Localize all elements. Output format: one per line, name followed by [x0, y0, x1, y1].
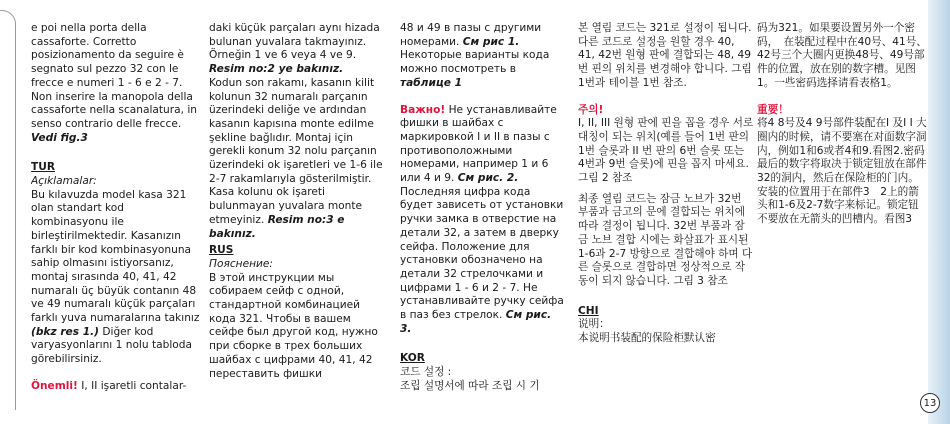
kor-subheading: 코드 설정 :	[400, 366, 452, 379]
rus-figure3-ref: См рис. 3.	[400, 309, 552, 335]
column-russian-korean	[400, 22, 566, 394]
kor-warning-label: 주의!	[578, 103, 604, 116]
column-korean-chinese	[578, 22, 754, 346]
kor-warning-text: I, II, III 원형 판에 핀을 꼽을 경우 서로 대칭이 되는 위치(예를 들어 1번 판의 1번 슬롯과 II 번 판의 6번 슬롯 또는 4번과 9번 슬롯)에 핀을 꼽지 마세요. 그림 2 참조	[578, 117, 754, 185]
column-turkish-russian	[209, 22, 383, 381]
kor-paragraph-cont: 본 열림 코드는 321로 설정이 됩니다. 다른 코드로 설정을 원할 경우 40, 41, 42번 원형 판에 결합되는 48, 49번 핀의 위치를 변경해야 합니다. 그림1번과 테이블 1번 참조.	[578, 22, 752, 89]
ita-paragraph: e poi nella porta della cassaforte. Corretto posizionamento da seguire è segnato sul pezzo 32 con le frecce e numeri 1 - 6 e 2 - 7. Non inserire la manopola della cassaforte nella scanalatura, in senso contrario delle frecce. Vedi fig.3	[31, 22, 198, 144]
tur-paragraph-2: Kodun son rakamı, kasanın kilit kolunun 32 numaralı parçanın üzerindeki deliğe ve ardından kasanın kapısına monte edilme şekline bağlıdır. Montaj için gerekli konum 32 nolu parçanın üzerindeki ok işaretleri ve 1-6 ile 2-7 rakamlarıyla gösterilmiştir. Kasa kolunu ok işareti bulunmayan yuvalara monte etmeyiniz. Resim no:3 e bakınız.	[209, 76, 383, 240]
tur-paragraph: Bu kılavuzda model kasa 321 olan standart kod kombinasyonu ile birleştirilmektedir. Kasanızın farklı bir kod kombinasyonuna sahip olmasını istiyorsanız, montaj sırasında 40, 41, 42 numaralı üç büyük contanın 48 ve 49 numaralı küçük parçaları farklı yuva numaralarına takınız (bkz res 1.) Diğer kod varyasyonlarını 1 nolu tabloda görebilirsiniz.	[31, 188, 200, 366]
column-chinese	[757, 22, 927, 227]
chi-warning-label: 重要！	[757, 103, 789, 116]
tur-figure-ref: (bkz res 1.)	[31, 325, 99, 338]
corner-frame-line	[0, 10, 16, 410]
chi-subheading: 说明：	[578, 318, 610, 331]
rus-paragraph-cont: 48 и 49 в пазы с другими номерами. См рис 1. Некоторые варианты кода можно посмотреть в таблице 1	[400, 22, 550, 89]
rus-subheading: Пояснение:	[209, 257, 273, 270]
rus-paragraph: В этой инструкции мы собираем сейф с одной, стандартной комбинацией кода 321. Чтобы в вашем сейфе был другой код, нужно при сборке в трех больших шайбах с цифрами 40, 41, 42 переставить фишки	[209, 271, 378, 380]
kor-paragraph: 조립 설명서에 따라 조립 시 기	[400, 379, 540, 392]
chi-warning-text: 将4 8号及4 9号部件装配在I 及I I 大圈内的时候，请不要塞在对面数字洞内，例如1和6或者4和9.看图2.密码最后的数字将取决于锁定钮放在部件32的洞内，然后在保险柜的门内。安装的位置用于在部件3 2上的箭头和1-6及2-7数字来标记。锁定钮不要放在无箭头的凹槽内。看图3	[757, 117, 927, 226]
rus-figure1-ref: См рис 1.	[462, 35, 520, 48]
kor-paragraph-3: 최종 열림 코드는 잠금 노브가 32번 부품과 금고의 문에 결합되는 위치에 따라 결정이 됩니다. 32번 부품과 잠금 노브 결합 시에는 화살표가 표시된 1-6과 2-7 방향으로 결합해야 하며 다른 슬롯으로 결합하면 정상적으로 작동이 되지 않습니다. 그림 3 참조	[578, 192, 753, 287]
kor-heading: KOR	[400, 352, 425, 365]
chi-paragraph-cont: 码为321。如果要设置另外一个密码， 在装配过程中在40号、41号、42号三个大圈内更换48号、49号部件的位置，放在别的数字槽。见图1。一些密码选择请看表格1。	[757, 22, 927, 89]
chi-heading: CHI	[578, 304, 599, 317]
ita-figure-ref: Vedi fig.3	[31, 131, 88, 144]
rus-figure2-ref: См рис. 2.	[457, 172, 519, 185]
tur-paragraph-cont: daki küçük parçaları aynı hizada bulunan yuvalara takmayınız. Örneğin 1 ve 6 veya 4 ve 9. Resim no:2 ye bakınız.	[209, 22, 380, 76]
page-number: 13	[920, 393, 940, 413]
side-stripe	[928, 0, 950, 424]
chi-paragraph: 本说明书装配的保险柜默认密	[578, 332, 716, 345]
tur-figure2-ref: Resim no:2 ye bakınız.	[209, 63, 344, 76]
tur-heading: TUR	[31, 161, 55, 174]
column-italian-turkish	[31, 22, 203, 394]
tur-warning: Önemli! I, II işaretli contalar-	[31, 379, 187, 392]
rus-heading: RUS	[209, 244, 234, 257]
rus-table-ref: таблице 1	[400, 76, 462, 89]
tur-subheading: Açıklamalar:	[31, 175, 97, 188]
tur-figure3-ref: Resim no:3 e bakınız.	[209, 213, 345, 240]
rus-warning: Важно! Не устанавливайте фишки в шайбах с маркировкой I и II в пазы с противоположными номерами, например 1 и 6 или 4 и 9. См рис. 2. Последняя цифра кода будет зависеть от установки ручки замка в отверстие на детали 32, а затем в дверку сейфа. Положение для установки обозначено на детали 32 стрелочками и цифрами 1 - 6 и 2 - 7. Не устанавливайте ручку сейфа в паз без стрелок. См рис. 3.	[400, 103, 564, 335]
